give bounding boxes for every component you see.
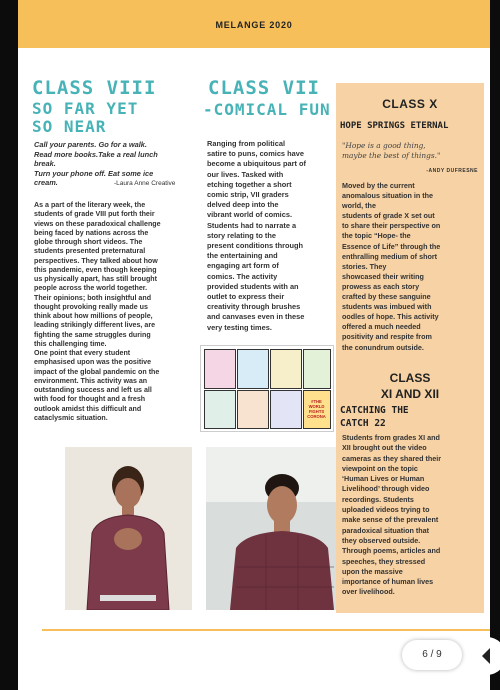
class11-body: Students from grades XI and XII brought out the video cameras as they shared their viewpoint on the topic ‘Human Lives or Human Livelihood’ through video recordings. Students uploaded videos trying to make sense of the prevalent paradoxical situation that they observed outside. Through poems, articles and speeches, they stressed upon the massive importance of human lives over livelihood. [342,433,442,597]
footer-rule [42,629,490,631]
class11-subtitle-line1: CATCHING THE [340,405,409,416]
class10-body: Moved by the current anomalous situation in the world, the students of grade X set out to share their perspective on the topic “Hope- the Essence of Life” through the enthralling medium of short stories. They showcased their writing prowess as each story crafted by these sanguine students was imbued with oodles of hope. This activity offered a much needed positivity and respite from the conundrum outside. [342,181,441,352]
class11-title: CLASS [389,371,431,385]
class7-subtitle: -COMICAL FUN [203,100,331,119]
class8-subtitle-line1: SO FAR YET [32,99,139,118]
class10-panel [336,83,484,613]
student-photo-boy [206,447,338,610]
page-indicator: 6 / 9 [402,640,462,670]
page-header-band [18,0,490,48]
class11-title-line2: XI AND XII [380,387,440,401]
previous-page-button[interactable] [468,637,500,675]
class10-subtitle: HOPE SPRINGS ETERNAL [340,121,449,131]
magazine-title: MELANGE 2020 [215,20,293,30]
student-photo-girl [65,447,192,610]
class7-body: Ranging from political satire to puns, comics have become a ubiquitous part of our lives. Tasked with etching together a short comic strip, VII graders delved deep into the vibrant world of comics. Students had to narrate a story relating to the present conditions through the entertaining and engaging art form of comics. The activity provided students with an outlet to express their creativity through brushes and canvases even in these very testing times. [207,139,306,332]
comic-strip-image [200,345,334,432]
class11-subtitle-line2: CATCH 22 [340,418,386,429]
class10-quote-author: -ANDY DUFRESNE [426,168,478,174]
chevron-left-icon [482,648,490,664]
magazine-page [18,0,490,690]
comic-sign-text: #THE WORLD FIGHTS CORONA [307,399,326,419]
class8-title: CLASS VIII [32,77,157,99]
class10-quote: "Hope is a good thing, maybe the best of things." [342,141,441,160]
class8-body: As a part of the literary week, the students of grade VIII put forth their views on these paradoxical challenge being faced by nations across the globe through short videos. The students presented preternatural perspectives. They talked about how this pandemic, even though keeping us physically apart, has still brought people across the world together. Their opinions; both insightful and thought provoking really made us think about how millions of people, leading strikingly different lives, are fighting the same struggles during this challenging time. One point that every student emphasised upon was the positive impact of the global pandemic on the environment. This activity was an outstanding success and left us all with food for thought and a fresh outlook amidst this difficult and cataclysmic situation. [34,201,161,422]
class8-quote: Call your parents. Go for a walk. Read more books.Take a real lunch break. Turn your phone off. Eat some ice cream. [34,140,158,188]
class10-title: CLASS X [382,97,438,111]
class8-subtitle-line2: SO NEAR [32,117,107,136]
class7-title: CLASS VII [208,77,320,99]
class8-quote-author: -Laura Anne Creative [114,180,176,187]
